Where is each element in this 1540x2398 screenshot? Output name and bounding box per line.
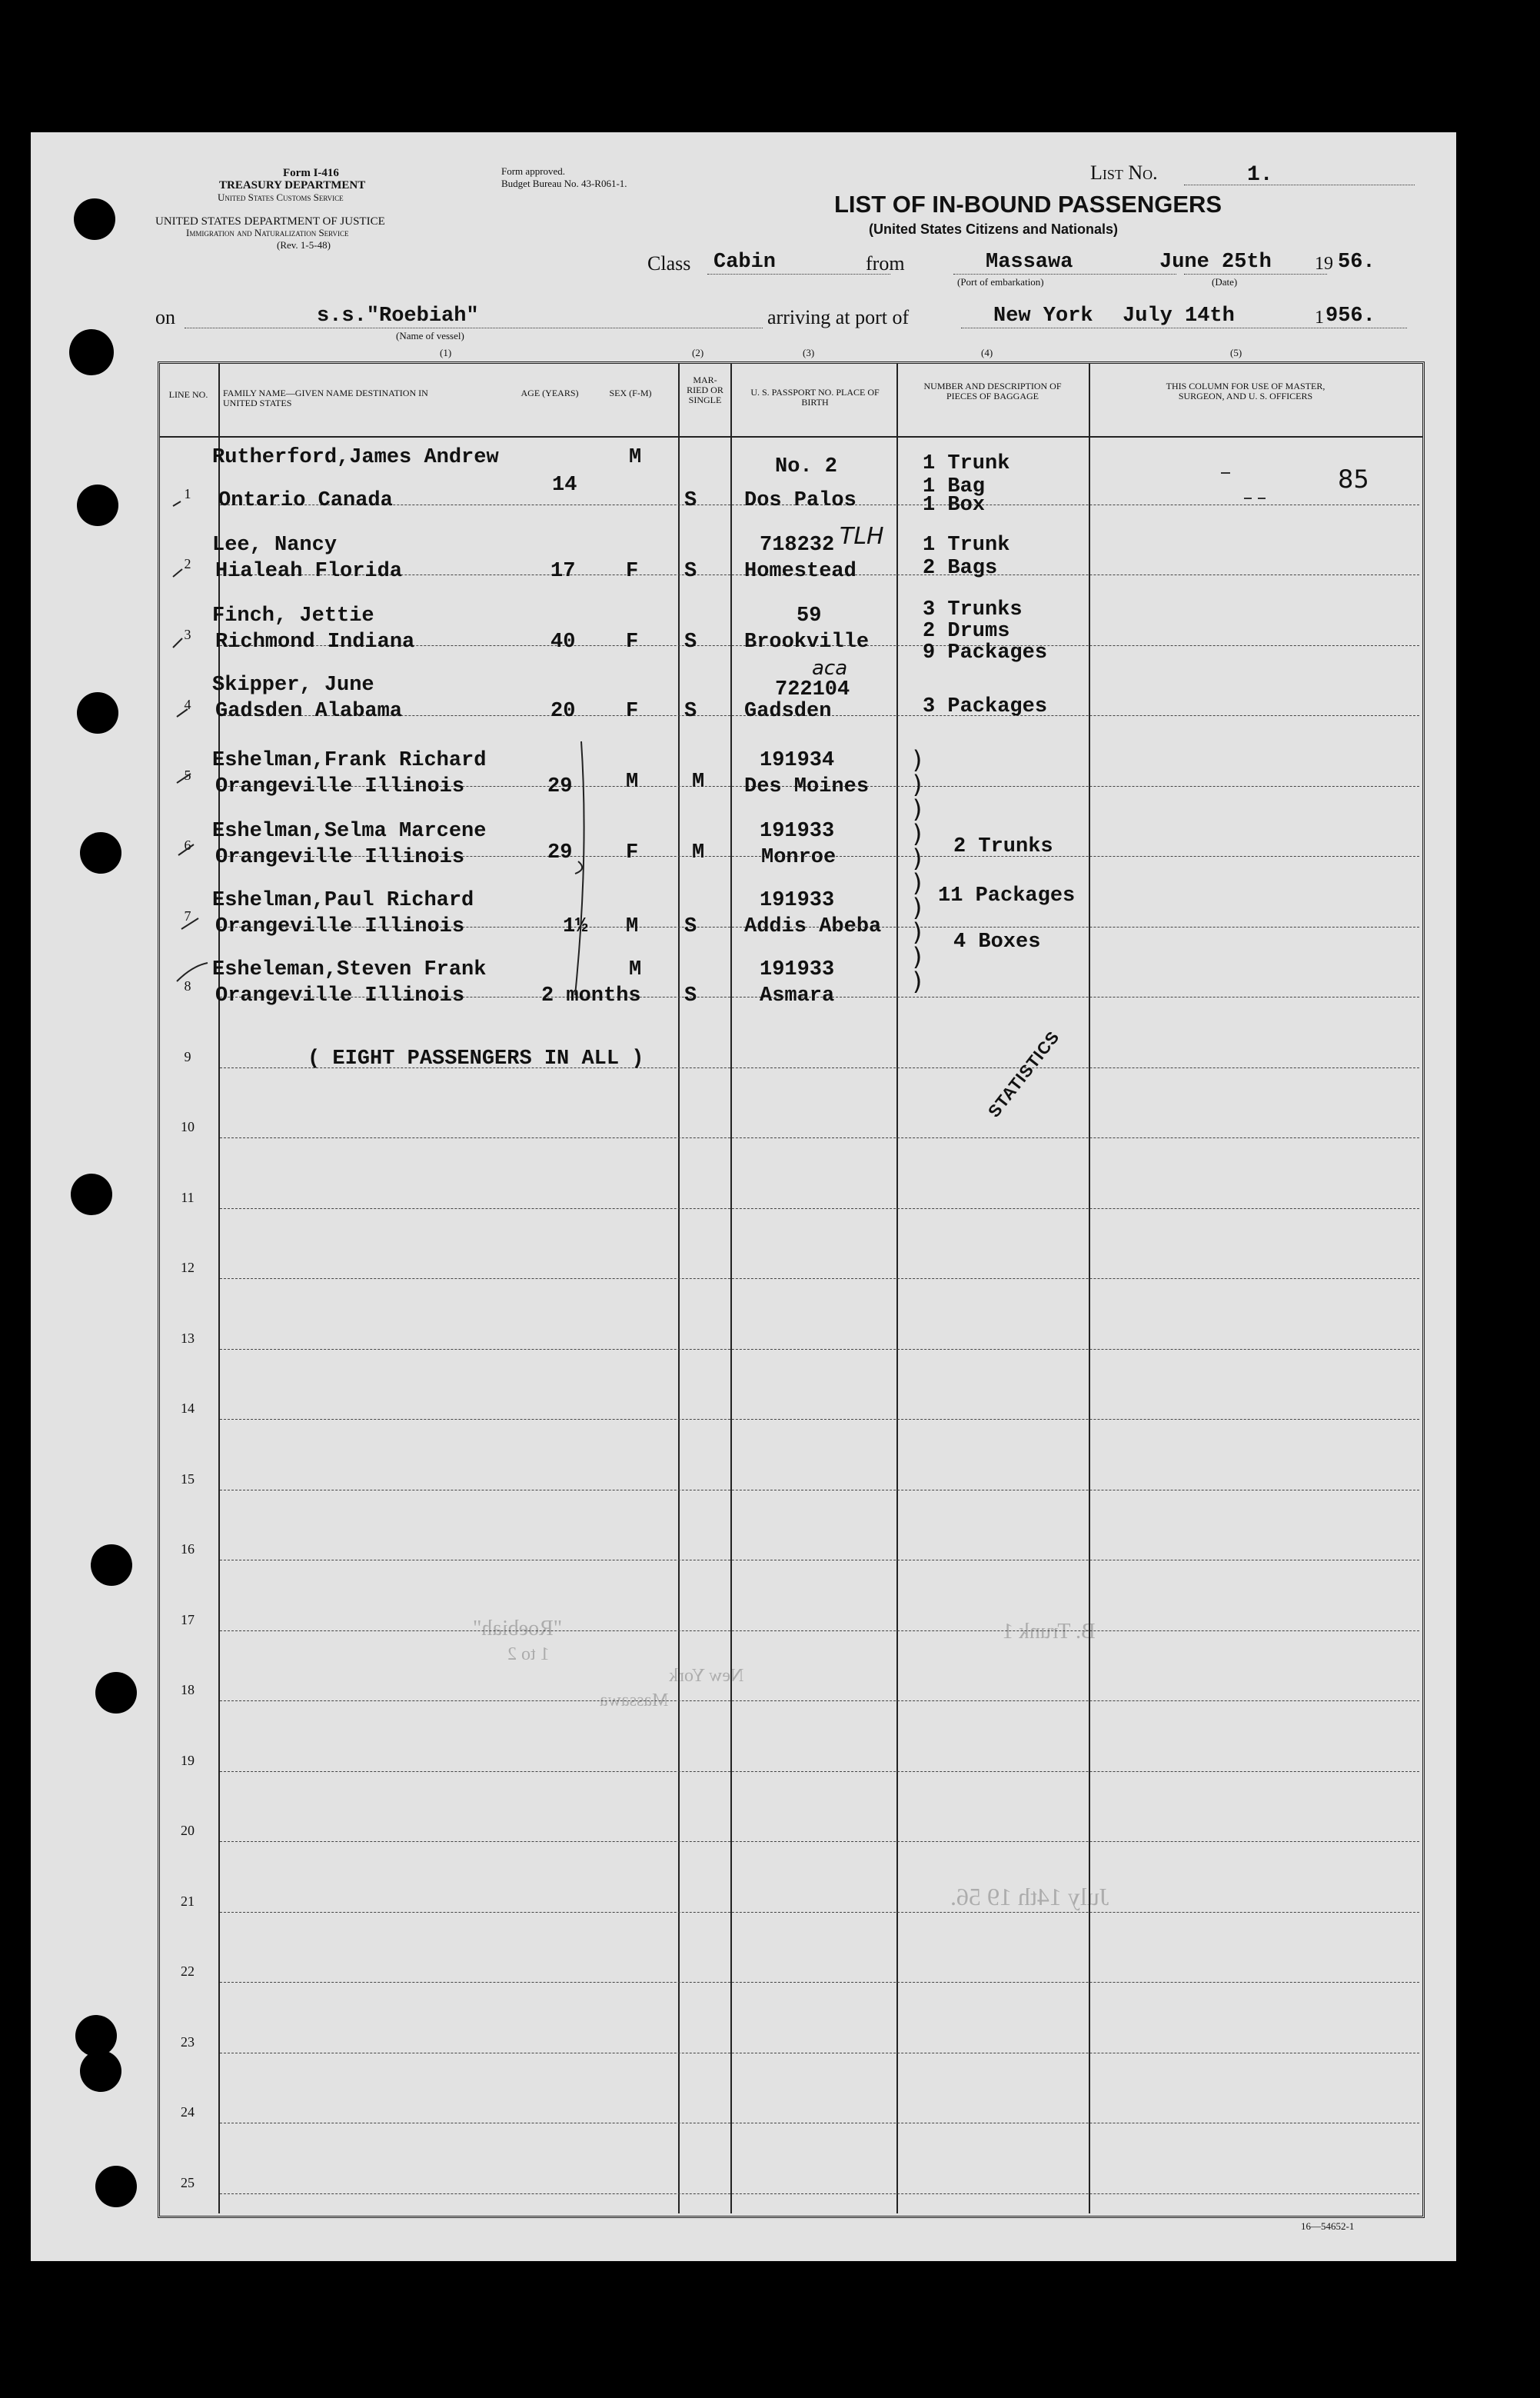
row-rule <box>220 1208 1419 1209</box>
p1-dest: Ontario Canada <box>218 489 393 512</box>
row-rule <box>220 1841 1419 1842</box>
p8-ms: S <box>684 984 697 1007</box>
depart-date: June 25th <box>1159 251 1272 274</box>
arriving-label: arriving at port of <box>767 306 910 328</box>
colnum-3: (3) <box>803 347 815 358</box>
class-value: Cabin <box>713 251 777 274</box>
binder-hole <box>80 2050 121 2092</box>
line-number: 1 <box>184 485 191 501</box>
line-number: 22 <box>181 1963 195 1979</box>
line-number: 12 <box>181 1260 195 1275</box>
header-baggage: NUMBER AND DESCRIPTION OF PIECES OF BAGGAGE <box>923 381 1062 401</box>
p1-age: 14 <box>552 474 577 497</box>
p3-ms: S <box>684 631 697 654</box>
p2-bag-2: 2 Bags <box>923 557 998 580</box>
line-number: 9 <box>184 1048 191 1064</box>
p1-sex: M <box>629 446 642 469</box>
bleed-from: Massawa <box>600 1690 669 1710</box>
p6-age: 29 <box>547 841 573 864</box>
p2-passport: 718232 <box>760 534 835 557</box>
year-value: 56. <box>1338 251 1375 274</box>
binder-hole <box>95 1672 137 1714</box>
p6-birth: Monroe <box>761 846 837 869</box>
line-number: 11 <box>181 1189 195 1205</box>
p7-birth: Addis Abeba <box>744 915 882 938</box>
p5-dest: Orangeville Illinois <box>215 775 465 798</box>
header-officers: THIS COLUMN FOR USE OF MASTER, SURGEON, AND U. S. OFFICERS <box>1166 381 1325 401</box>
year2-value: 956. <box>1325 305 1375 328</box>
line-number: 23 <box>181 2033 195 2050</box>
line-number: 2 <box>184 556 191 571</box>
row-rule <box>220 1630 1419 1631</box>
colnum-5: (5) <box>1230 347 1242 358</box>
binder-hole <box>77 485 118 526</box>
p1-bag-3: 1 Box <box>923 494 986 517</box>
ins-service: Immigration and Naturalization Service <box>186 227 349 238</box>
year2-prefix: 1 <box>1315 308 1324 328</box>
line-number: 5 <box>184 767 191 783</box>
bleed-vessel: "Roebiah" <box>473 1617 563 1640</box>
line-number: 17 <box>181 1611 195 1627</box>
binder-hole <box>95 2166 137 2207</box>
customs-service: United States Customs Service <box>218 192 344 203</box>
line-number: 19 <box>181 1752 195 1768</box>
arrival-date: July 14th <box>1123 305 1235 328</box>
p5-ms: M <box>692 771 705 794</box>
passenger-summary: ( EIGHT PASSENGERS IN ALL ) <box>308 1047 644 1071</box>
p7-dest: Orangeville Illinois <box>215 915 465 938</box>
dept-of-justice: UNITED STATES DEPARTMENT OF JUSTICE <box>155 215 385 228</box>
header-rule <box>160 436 1422 438</box>
p2-age: 17 <box>550 560 576 583</box>
p8-sex: M <box>629 958 642 981</box>
vessel-caption: (Name of vessel) <box>396 330 464 341</box>
row-rule <box>220 1912 1419 1913</box>
header-passport: U. S. PASSPORT NO. PLACE OF BIRTH <box>750 387 880 408</box>
row-rule <box>220 1700 1419 1701</box>
p6-passport: 191933 <box>760 820 835 843</box>
year-prefix: 19 <box>1315 254 1333 274</box>
line-number: 25 <box>181 2174 195 2190</box>
p1-passport: No. 2 <box>775 455 838 478</box>
p5-age: 29 <box>547 775 573 798</box>
p4-age: 20 <box>550 700 576 723</box>
line-number: 7 <box>184 908 191 924</box>
class-label: Class <box>647 252 691 275</box>
list-no-label: List No. <box>1090 162 1158 184</box>
p1-birth: Dos Palos <box>744 489 856 512</box>
p6-sex: F <box>626 841 639 864</box>
p6-ms: M <box>692 841 705 864</box>
manifest-title: LIST OF IN-BOUND PASSENGERS <box>834 191 1222 218</box>
p4-handwritten-initials: aca <box>812 657 848 680</box>
p1-bag-2: 1 Bag <box>923 475 986 498</box>
row-rule <box>220 1349 1419 1350</box>
p2-birth: Homestead <box>744 560 856 583</box>
p4-dest: Gadsden Alabama <box>215 700 403 723</box>
line-number: 16 <box>181 1541 195 1557</box>
manifest-sheet <box>31 132 1456 2261</box>
budget-bureau: Budget Bureau No. 43-R061-1. <box>501 178 627 189</box>
p4-bag-1: 3 Packages <box>923 695 1048 718</box>
header-line-no: LINE NO. <box>168 389 208 400</box>
p4-sex: F <box>626 700 639 723</box>
form-code: 16—54652-1 <box>1301 2220 1355 2232</box>
form-number: Form I-416 <box>283 167 339 179</box>
row-rule <box>220 1278 1419 1279</box>
p3-passport: 59 <box>797 604 822 628</box>
header-married: MAR-RIED OR SINGLE <box>687 375 723 405</box>
p5-sex: M <box>626 771 639 794</box>
line-number: 3 <box>184 626 191 642</box>
line-number: 8 <box>184 978 191 994</box>
p3-age: 40 <box>550 631 576 654</box>
row-rule <box>220 1137 1419 1138</box>
p3-name: Finch, Jettie <box>212 604 374 628</box>
line-number: 13 <box>181 1330 195 1346</box>
statistics-stamp: STATISTICS <box>984 1027 1063 1121</box>
p4-name: Skipper, June <box>212 674 374 697</box>
colnum-1: (1) <box>440 347 452 358</box>
baggage-group-brace: ) ) ) ) ) ) ) ) ) ) <box>910 745 926 996</box>
p2-ms: S <box>684 560 697 583</box>
p3-bag-2: 2 Drums <box>923 620 1010 643</box>
p1-ms: S <box>684 489 697 512</box>
bleed-nums: 1 to 2 <box>507 1644 550 1664</box>
arrival-port: New York <box>993 305 1093 328</box>
header-age: AGE (YEARS) <box>521 388 579 398</box>
line-number: 6 <box>184 838 191 853</box>
p5-name: Eshelman,Frank Richard <box>212 749 487 772</box>
p2-bag-1: 1 Trunk <box>923 534 1010 557</box>
family-bag-3: 4 Boxes <box>953 931 1041 954</box>
p8-passport: 191933 <box>760 958 835 981</box>
p3-birth: Brookville <box>744 631 870 654</box>
header-name: FAMILY NAME—GIVEN NAME DESTINATION IN UNITED STATES <box>223 388 428 408</box>
row-rule <box>220 1982 1419 1983</box>
on-label: on <box>155 306 175 328</box>
p7-age: 1½ <box>563 915 588 938</box>
p2-dest: Hialeah Florida <box>215 560 403 583</box>
form-revision: (Rev. 1-5-48) <box>277 239 331 251</box>
p4-passport: 722104 <box>775 678 850 701</box>
p7-name: Eshelman,Paul Richard <box>212 889 474 912</box>
colnum-2: (2) <box>692 347 704 358</box>
line-number: 24 <box>181 2104 195 2120</box>
treasury-department: TREASURY DEPARTMENT <box>219 179 366 192</box>
date-caption: (Date) <box>1212 276 1238 288</box>
from-value: Massawa <box>986 251 1073 274</box>
binder-hole <box>80 832 121 874</box>
p5-birth: Des Moines <box>744 775 870 798</box>
bleed-trunk: B. Trunk 1 <box>1003 1620 1096 1644</box>
p8-birth: Asmara <box>760 984 835 1007</box>
p2-name: Lee, Nancy <box>212 534 338 557</box>
p8-dest: Orangeville Illinois <box>215 984 465 1007</box>
p3-dest: Richmond Indiana <box>215 631 415 654</box>
line-number: 21 <box>181 1893 195 1909</box>
officer-mark: 85 <box>1338 465 1369 494</box>
binder-hole <box>69 329 114 375</box>
vessel-name: s.s."Roebiah" <box>317 305 479 328</box>
p7-passport: 191933 <box>760 889 835 912</box>
manifest-subtitle: (United States Citizens and Nationals) <box>869 221 1119 237</box>
binder-hole <box>71 1174 112 1215</box>
colnum-4: (4) <box>981 347 993 358</box>
p8-name: Esheleman,Steven Frank <box>212 958 487 981</box>
p3-bag-1: 3 Trunks <box>923 598 1023 621</box>
p6-name: Eshelman,Selma Marcene <box>212 820 487 843</box>
p7-sex: M <box>626 915 639 938</box>
p6-dest: Orangeville Illinois <box>215 846 465 869</box>
p2-handwritten-initials: TLH <box>840 523 884 550</box>
line-number: 15 <box>181 1470 195 1487</box>
line-number: 4 <box>184 697 191 712</box>
bleed-port: New York <box>669 1666 744 1686</box>
line-number: 14 <box>181 1400 195 1416</box>
p1-bag-1: 1 Trunk <box>923 452 1010 475</box>
line-number: 18 <box>181 1682 195 1697</box>
p3-bag-3: 9 Packages <box>923 641 1048 664</box>
binder-hole <box>74 198 115 240</box>
family-bag-2: 11 Packages <box>938 884 1076 908</box>
form-approved: Form approved. <box>501 165 566 177</box>
header-sex: SEX (F-M) <box>609 388 652 398</box>
list-no-value: 1. <box>1247 163 1273 187</box>
family-bag-1: 2 Trunks <box>953 835 1053 858</box>
p3-sex: F <box>626 631 639 654</box>
row-rule <box>220 1771 1419 1772</box>
p8-age: 2 months <box>541 984 641 1007</box>
bleed-date: July 14th 19 56. <box>950 1883 1109 1910</box>
line-number: 20 <box>181 1823 195 1838</box>
binder-hole <box>77 692 118 734</box>
p1-name: Rutherford,James Andrew <box>212 446 499 469</box>
p4-birth: Gadsden <box>744 700 832 723</box>
from-label: from <box>866 252 905 275</box>
p7-ms: S <box>684 915 697 938</box>
binder-hole <box>91 1544 132 1586</box>
p5-passport: 191934 <box>760 749 835 772</box>
row-rule <box>220 1419 1419 1420</box>
row-rule <box>220 2193 1419 2194</box>
line-number: 10 <box>181 1119 195 1134</box>
p2-sex: F <box>626 560 639 583</box>
p4-ms: S <box>684 700 697 723</box>
port-caption: (Port of embarkation) <box>957 276 1044 288</box>
